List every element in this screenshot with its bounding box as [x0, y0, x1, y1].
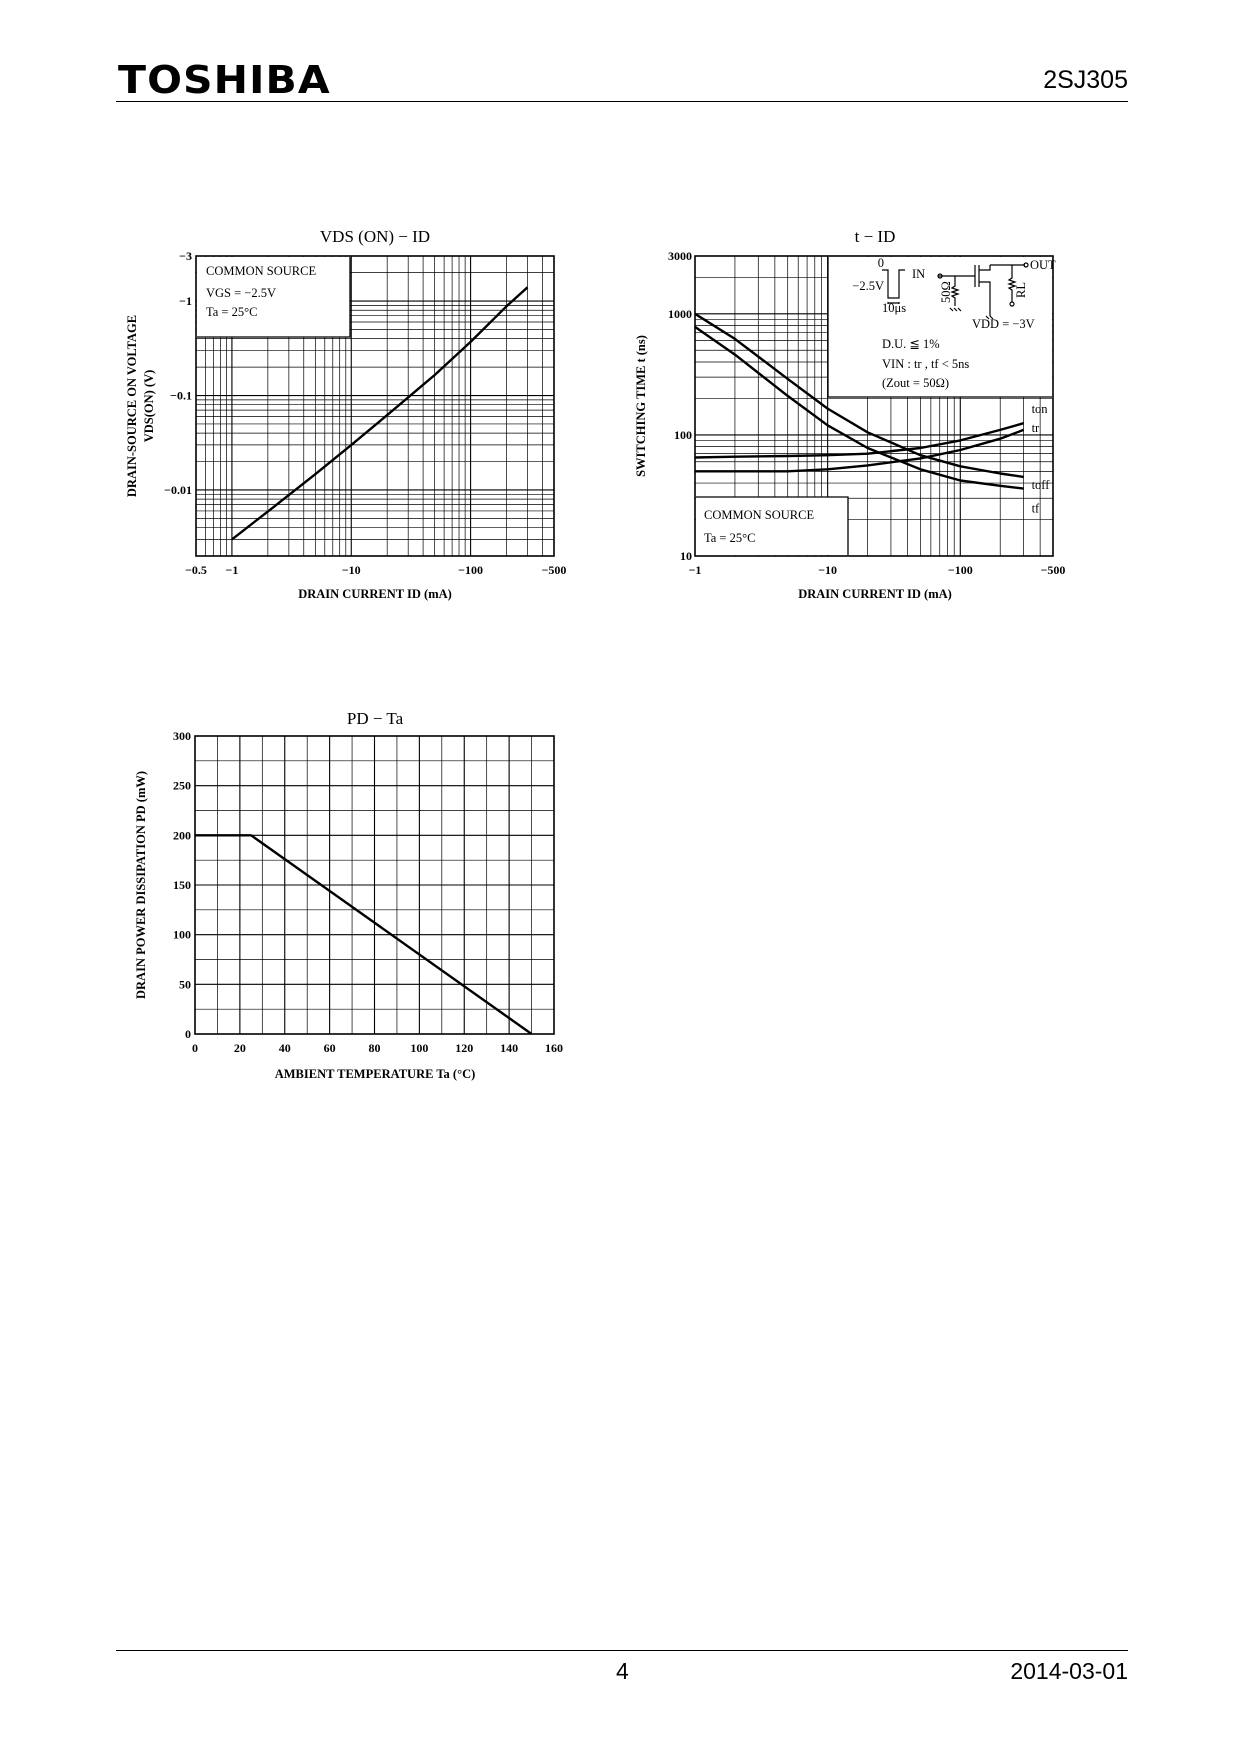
- chart-t-id-title: t − ID: [854, 227, 896, 246]
- footer-rule: [116, 1650, 1128, 1651]
- chart-pd-ta-title: PD − Ta: [346, 709, 404, 728]
- y-tick-label: 300: [173, 729, 191, 743]
- y-tick-label: 50: [179, 977, 191, 992]
- chart-vds-id: [120, 220, 600, 620]
- x-tick-label: 120: [455, 1041, 474, 1055]
- chart-t-id-xlabel: DRAIN CURRENT ID (mA): [798, 587, 952, 601]
- circuit-in: IN: [912, 267, 926, 281]
- chart-pd-ta-xlabel: AMBIENT TEMPERATURE Ta (°C): [274, 1067, 476, 1081]
- y-tick-label: −3: [179, 249, 192, 263]
- y-tick-label: 100: [173, 927, 191, 942]
- x-tick-label: 40: [278, 1041, 291, 1055]
- y-tick-label: −0.1: [170, 388, 192, 403]
- x-tick-label: 160: [545, 1041, 563, 1055]
- chart-t-id-ylabel: SWITCHING TIME t (ns): [634, 335, 648, 477]
- x-tick-label: 100: [410, 1041, 429, 1055]
- chart-t-id-note-1: COMMON SOURCE: [704, 508, 815, 522]
- chart-vds-id-note-3: Ta = 25°C: [206, 305, 258, 319]
- x-tick-label: −100: [458, 563, 484, 577]
- x-tick-label: −500: [1040, 563, 1066, 577]
- series-label-ton: ton: [1031, 402, 1048, 417]
- x-tick-label: 0: [192, 1041, 198, 1055]
- x-tick-label: −1: [688, 563, 702, 577]
- x-tick-label: 80: [368, 1041, 381, 1055]
- chart-vds-id-note-2: VGS = −2.5V: [206, 286, 277, 300]
- series-label-tr: tr: [1031, 420, 1040, 435]
- circuit-vdd: VDD = −3V: [972, 317, 1035, 331]
- circuit-r-load: RL: [1014, 282, 1028, 298]
- x-tick-label: 140: [500, 1041, 519, 1055]
- y-tick-label: 0: [185, 1027, 191, 1041]
- circuit-out: OUT: [1030, 258, 1056, 272]
- y-tick-label: 250: [173, 778, 191, 793]
- chart-pd-ta: [120, 700, 600, 1100]
- circuit-vin: VIN : tr , tf < 5ns: [882, 357, 970, 371]
- chart-pd-ta-grid: [195, 736, 554, 1034]
- circuit-duty: D.U. ≦ 1%: [882, 337, 940, 351]
- y-tick-label: 200: [173, 828, 191, 843]
- x-tick-label: 60: [323, 1041, 336, 1055]
- chart-vds-id-ylabel: DRAIN-SOURCE ON VOLTAGE: [125, 314, 139, 498]
- circuit-pulse-high: 0: [877, 256, 884, 270]
- y-tick-label: 3000: [668, 249, 692, 263]
- part-number: 2SJ305: [1043, 66, 1128, 94]
- y-tick-label: 10: [680, 549, 692, 563]
- y-tick-label: 1000: [668, 306, 692, 321]
- x-tick-label: −100: [947, 563, 973, 577]
- chart-vds-id-xlabel: DRAIN CURRENT ID (mA): [298, 587, 452, 601]
- x-tick-label: −10: [341, 563, 361, 577]
- chart-t-id-annotation-box: [696, 497, 848, 555]
- x-tick-label: −10: [818, 563, 838, 577]
- y-tick-label: −1: [179, 294, 192, 309]
- chart-t-id-note-2: Ta = 25°C: [704, 531, 756, 545]
- y-tick-label: −0.01: [164, 482, 192, 497]
- circuit-width: 10μs: [882, 301, 907, 315]
- chart-vds-id-ylabel2: VDS(ON) (V): [142, 369, 156, 443]
- page-number: 4: [616, 1658, 629, 1684]
- x-tick-label: 20: [233, 1041, 246, 1055]
- x-tick-label: −0.5: [185, 563, 207, 577]
- circuit-pulse-low: −2.5V: [852, 279, 884, 293]
- x-tick-label: −500: [541, 563, 567, 577]
- series-label-tf: tf: [1031, 501, 1040, 516]
- chart-pd-ta-ylabel: DRAIN POWER DISSIPATION PD (mW): [134, 770, 148, 1000]
- revision-date: 2014-03-01: [1010, 1658, 1128, 1684]
- circuit-r-in: 50Ω: [939, 281, 953, 303]
- x-tick-label: −1: [225, 563, 239, 577]
- circuit-zout: (Zout = 50Ω): [882, 376, 950, 390]
- chart-vds-id-note-1: COMMON SOURCE: [206, 264, 317, 278]
- chart-vds-id-title: VDS (ON) − ID: [319, 227, 431, 246]
- brand-logo: TOSHIBA: [118, 58, 331, 102]
- chart-t-id: [620, 220, 1120, 620]
- y-tick-label: 150: [173, 878, 191, 892]
- chart-pd-ta-ticks: [173, 729, 563, 1055]
- y-tick-label: 100: [674, 427, 692, 442]
- series-label-toff: toff: [1031, 477, 1050, 492]
- header-rule: [116, 101, 1128, 102]
